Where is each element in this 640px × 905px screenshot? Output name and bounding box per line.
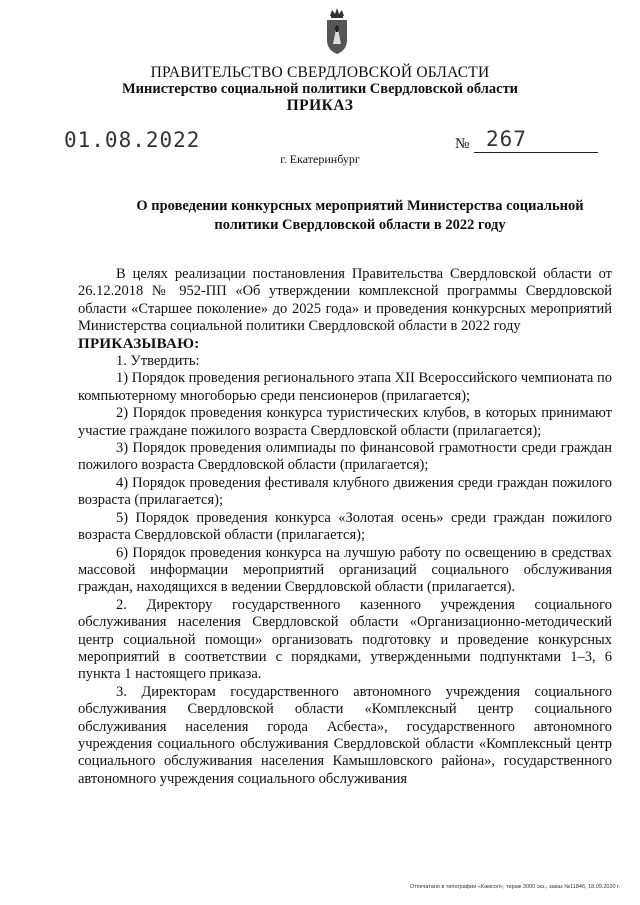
government-name: ПРАВИТЕЛЬСТВО СВЕРДЛОВСКОЙ ОБЛАСТИ xyxy=(150,64,490,81)
subitem-3: 3) Порядок проведения олимпиады по финансовой грамотности среди граждан пожилого возраста Свердловской области (прилагается); xyxy=(78,440,612,474)
item-3: 3. Директорам государственного автономного учреждения социального обслуживания Свердловской области «Комплексный центр социального обслуживания населения города Асбеста», государственного автономного учреждения социального обслуживания Свердловской области «Комплексный центр социального обслуживания населения Камышловского района», государственного автономного учреждения социального обслуживания xyxy=(78,683,612,787)
subitem-4: 4) Порядок проведения фестиваля клубного движения среди граждан пожилого возраста (прилагается); xyxy=(78,474,612,509)
city: г. Екатеринбург xyxy=(280,152,360,166)
document-type: ПРИКАЗ xyxy=(286,97,354,114)
order-word: ПРИКАЗЫВАЮ: xyxy=(78,335,200,352)
subitem-2: 2) Порядок проведения конкурса туристических клубов, в которых принимают участие граждане пожилого возраста Свердловской области (прилагается); xyxy=(78,405,612,439)
subitem-6: 6) Порядок проведения конкурса на лучшую работу по освещению в средствах массовой информации мероприятий организаций социального обслуживания граждан, находящихся в ведении Свердловской области (прилагается). xyxy=(78,544,612,596)
subject-line-1: О проведении конкурсных мероприятий Министерства социальной xyxy=(136,198,584,214)
item-2: 2. Директору государственного казенного учреждения социального обслуживания населения Свердловской области «Организационно-методический центр социальной помощи» организовать подготовку и проведение конкурсных мероприятий в соответствии с порядками, утвержденными подпунктами 1–3, 6 пункта 1 настоящего приказа. xyxy=(78,596,612,683)
number-sign: № xyxy=(455,136,470,152)
item-1: 1. Утвердить: xyxy=(116,353,200,370)
subitem-1: 1) Порядок проведения регионального этапа XII Всероссийского чемпионата по компьютерному многоборью среди пенсионеров (прилагается); xyxy=(78,370,612,404)
order-subject xyxy=(80,197,640,235)
coat-of-arms-icon xyxy=(324,6,350,56)
print-footer: Отпечатано в типографии «Камсол», тираж 3000 экз., заказ №11846, 18.09.2020 г. xyxy=(409,884,620,890)
subitem-5: 5) Порядок проведения конкурса «Золотая осень» среди граждан пожилого возраста Свердловской области (прилагается); xyxy=(78,509,612,544)
order-body xyxy=(78,266,612,788)
order-date: 01.08.2022 xyxy=(64,128,201,152)
subject-line-2: политики Свердловской области в 2022 году xyxy=(214,217,506,233)
ministry-name: Министерство социальной политики Свердловской области xyxy=(121,81,519,97)
intro-paragraph: В целях реализации постановления Правительства Свердловской области от 26.12.2018 № 952-ПП «Об утверждении комплексной программы Свердловской области «Старшее поколение» до 2025 года» и проведения конкурсных мероприятий Министерства социальной политики Свердловской области в 2022 году xyxy=(78,266,612,335)
order-number: 267 xyxy=(486,127,527,151)
